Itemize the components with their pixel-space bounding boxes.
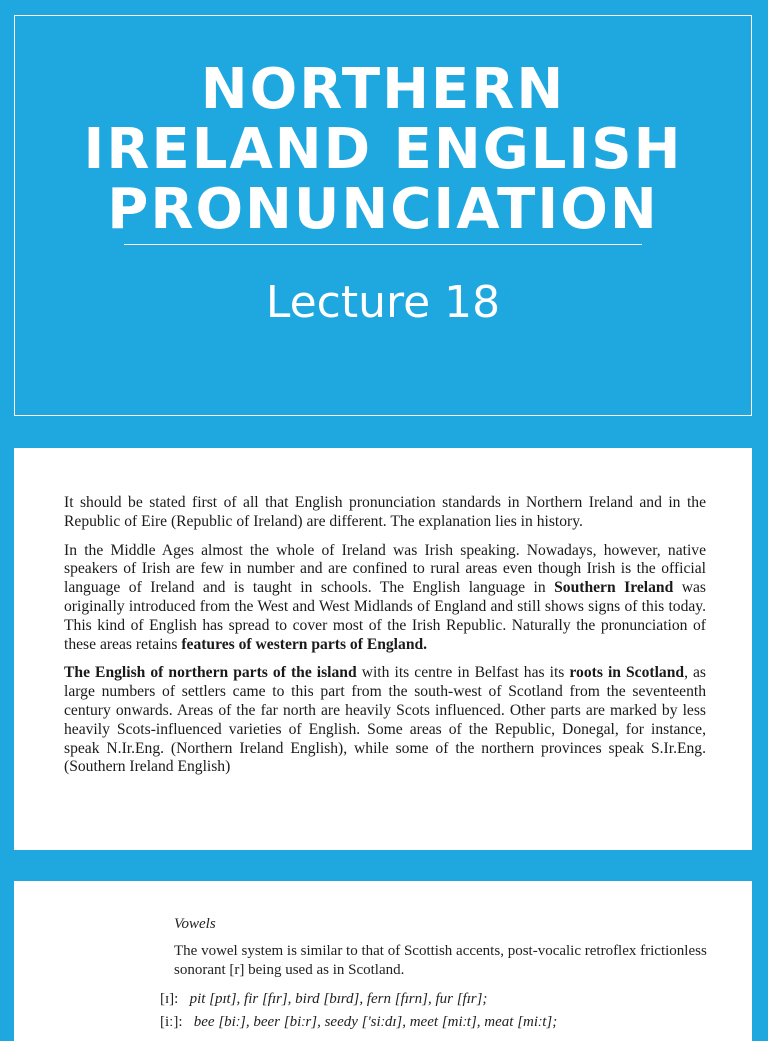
slide-subtitle: Lecture 18 <box>265 277 501 328</box>
paragraph-2-bold-southern-ireland: Southern Ireland <box>554 579 674 597</box>
ipa-symbol-1: [ɪ]: <box>160 991 179 1007</box>
title-line-1: NORTHERN <box>200 57 566 122</box>
title-slide <box>14 15 752 416</box>
title-divider <box>124 244 642 245</box>
paragraph-3-bold-roots: roots in Scotland <box>569 664 685 682</box>
ipa-row-1 <box>160 990 712 1009</box>
paragraph-1: It should be stated first of all that English pronunciation standards in Northern Ireland and in the Republic of Eire (Republic of Ireland) are different. The explanation lies in history. <box>64 494 706 530</box>
slide-title <box>15 57 751 242</box>
text-slide <box>14 448 752 850</box>
paragraph-2 <box>64 542 706 655</box>
vowels-heading: Vowels <box>174 916 216 932</box>
paragraph-3-text-b: with its centre in Belfast has its <box>356 664 570 682</box>
scanned-page-slide <box>14 881 752 1041</box>
title-line-2: IRELAND ENGLISH <box>83 117 683 182</box>
paragraph-3-bold-northern: The English of northern parts of the island <box>64 664 357 682</box>
ipa-symbol-2: [iː]: <box>160 1014 183 1030</box>
paragraph-2-text-a: In the Middle Ages almost the whole of Ireland was Irish speaking. Nowadays, however, native speakers of Irish are few in number and are confined to rural areas even though Irish is the official language of Ireland and is taught in schools. The English language in <box>64 541 706 597</box>
title-line-3: PRONUNCIATION <box>107 177 659 242</box>
ipa-words-1: pit [pɪt], fir [fɪr], bird [bɪrd], fern [fɪrn], fur [fɪr]; <box>189 991 488 1007</box>
paragraph-2-text-c: was originally introduced from the West and West Midlands of England and still shows signs of this today. This kind of English has spread to cover most of the Irish Republic. Naturally the pronunciation of these areas retains <box>64 579 706 653</box>
vowels-intro: The vowel system is similar to that of Scottish accents, post-vocalic retroflex frictionless sonorant [r] being used as in Scotland. <box>174 943 707 978</box>
ipa-words-2: bee [biː], beer [biːr], seedy ['siːdɪ], meet [miːt], meat [miːt]; <box>193 1014 558 1030</box>
ipa-row-2 <box>160 1013 712 1032</box>
paragraph-3 <box>64 664 706 777</box>
paragraph-2-bold-features: features of western parts of England. <box>181 635 428 653</box>
paragraph-3-text-d: , as large numbers of settlers came to this part from the south-west of Scotland from the seventeenth century onwards. Areas of the far north are heavily Scots influenced. Other parts are marked by less heavily Scots-influenced varieties of English. Some areas of the Republic, Donegal, for instance, speak N.Ir.Eng. (Northern Ireland English), while some of the northern provinces speak S.Ir.Eng. (Southern Ireland English) <box>64 664 706 776</box>
